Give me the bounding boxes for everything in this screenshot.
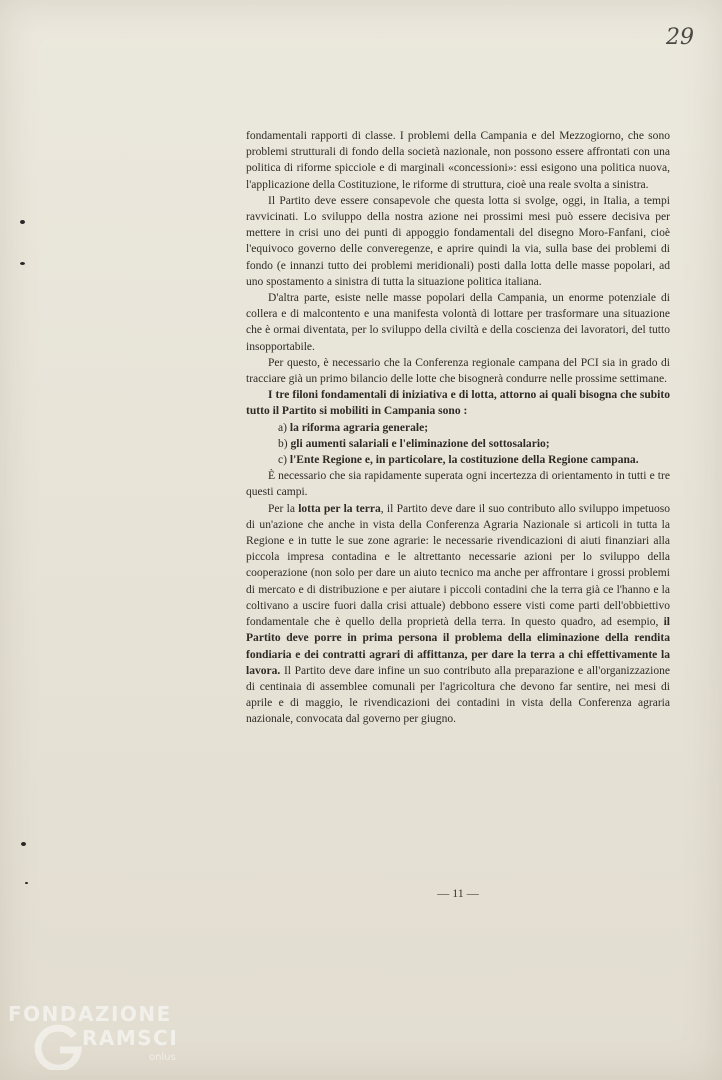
- handwritten-page-number: 29: [666, 25, 694, 50]
- body-text: [246, 128, 670, 728]
- text-run: fondamentali rapporti di classe. I problemi della Campania e del Mezzogiorno, che sono problemi strutturali di fondo della società nazionale, non possono essere affrontati con una politica di riforme spicciole e di marginali «concessioni»: essi esigono una politica nuova, l'applicazione della Costituzione, le riforme di struttura, cioè una reale svolta a sinistra.: [246, 130, 670, 191]
- page-footer-number: — 11 —: [437, 886, 479, 900]
- text-run: È necessario che sia rapidamente superata ogni incertezza di orientamento in tutti e tre questi campi.: [246, 470, 670, 499]
- punch-mark-2: [20, 262, 25, 265]
- paragraph: [246, 290, 670, 355]
- bold-text: il Partito deve porre in prima persona il problema della eliminazione della rendita fondiaria e dei contratti agrari di affittanza, per dare la terra a chi effettivamente la lavora.: [246, 616, 670, 677]
- paragraph: [246, 501, 670, 728]
- text-run: Per la: [268, 502, 299, 515]
- fondazione-gramsci-watermark: [4, 1000, 194, 1080]
- text-run: Il Partito deve dare infine un suo contributo alla preparazione e all'organizzazione di centinaia di assemblee comunali per l'agricoltura che devono far sentire, nei mesi di aprile e di maggio, le rivendicazioni dei contadini in vista della Conferenza agraria nazionale, convocata dal governo per giugno.: [246, 664, 670, 726]
- text-run: c): [278, 454, 290, 467]
- paragraph: [246, 468, 670, 500]
- text-run: , il Partito deve dare il suo contributo allo sviluppo impetuoso di un'azione che anche in vista della Conferenza Agraria Nazionale si articoli in tutta la Regione e in tutte le sue zone agrarie: le necessarie rivendicazioni di aiuti finanziari alla piccola impresa contadina e le altrettanto necessarie azioni per lo sviluppo della cooperazione (non solo per dare un aiuto tecnico ma anche per affrontare i grossi problemi di mercato e di distribuzione e per aiutare i piccoli contadini che la terra già ce l'hanno e la coltivano a uscire fuori dalla crisi attuale) debbono essere visti come parti dell'obbiettivo fondamentale che è quello della proprietà della terra. In questo quadro, ad esempio,: [246, 502, 671, 629]
- paragraph: [246, 128, 670, 193]
- paragraph: [246, 355, 670, 387]
- bold-text: I tre filoni fondamentali di iniziativa e di lotta, attorno ai quali bisogna che subito tutto il Partito si mobiliti in Campania sono :: [246, 389, 670, 418]
- list-item: [246, 436, 670, 452]
- bold-text: la riforma agraria generale;: [289, 421, 429, 434]
- gramsci-g-logo-icon: [34, 1022, 82, 1070]
- bold-text: gli aumenti salariali e l'eliminazione del sottosalario;: [290, 437, 550, 450]
- paragraph: [246, 387, 670, 419]
- text-run: D'altra parte, esiste nelle masse popolari della Campania, un enorme potenziale di collera e di malcontento e una manifesta volontà di lottare per trasformare una situazione che è ormai diventata, per lo sviluppo della civiltà e della coscienza dei lavoratori, del tutto insopportabile.: [246, 292, 670, 353]
- text-run: Per questo, è necessario che la Conferenza regionale campana del PCI sia in grado di tracciare già un primo bilancio delle lotte che bisognerà condurre nelle prossime settimane.: [246, 356, 670, 386]
- watermark-line2: RAMSCI: [82, 1026, 179, 1050]
- bold-text: lotta per la terra: [298, 502, 381, 515]
- punch-mark-3: [21, 842, 26, 846]
- punch-mark-4: [25, 882, 28, 884]
- watermark-line3: onlus: [149, 1052, 176, 1063]
- bold-text: l'Ente Regione e, in particolare, la costituzione della Regione campana.: [289, 454, 639, 467]
- watermark-line1: FONDAZIONE: [8, 1002, 172, 1026]
- list-item: [246, 420, 670, 436]
- text-run: b): [278, 437, 291, 450]
- text-run: a): [278, 421, 290, 434]
- text-run: Il Partito deve essere consapevole che questa lotta si svolge, oggi, in Italia, a tempi ravvicinati. Lo sviluppo della nostra azione nei prossimi mesi può essere decisiva per mettere in crisi uno dei punti di appoggio fondamentali del disegno Moro-Fanfani, cioè l'equivoco governo delle converegenze, e aprire quindi la via, sulla base dei problemi di fondo (e innanzi tutto dei problemi meridionali) posti dalla lotta delle masse popolari, ad uno spostamento a sinistra di tutta la situazione politica italiana.: [246, 194, 670, 288]
- paragraph: [246, 193, 670, 290]
- punch-mark-1: [20, 220, 25, 224]
- list-item: [246, 452, 670, 468]
